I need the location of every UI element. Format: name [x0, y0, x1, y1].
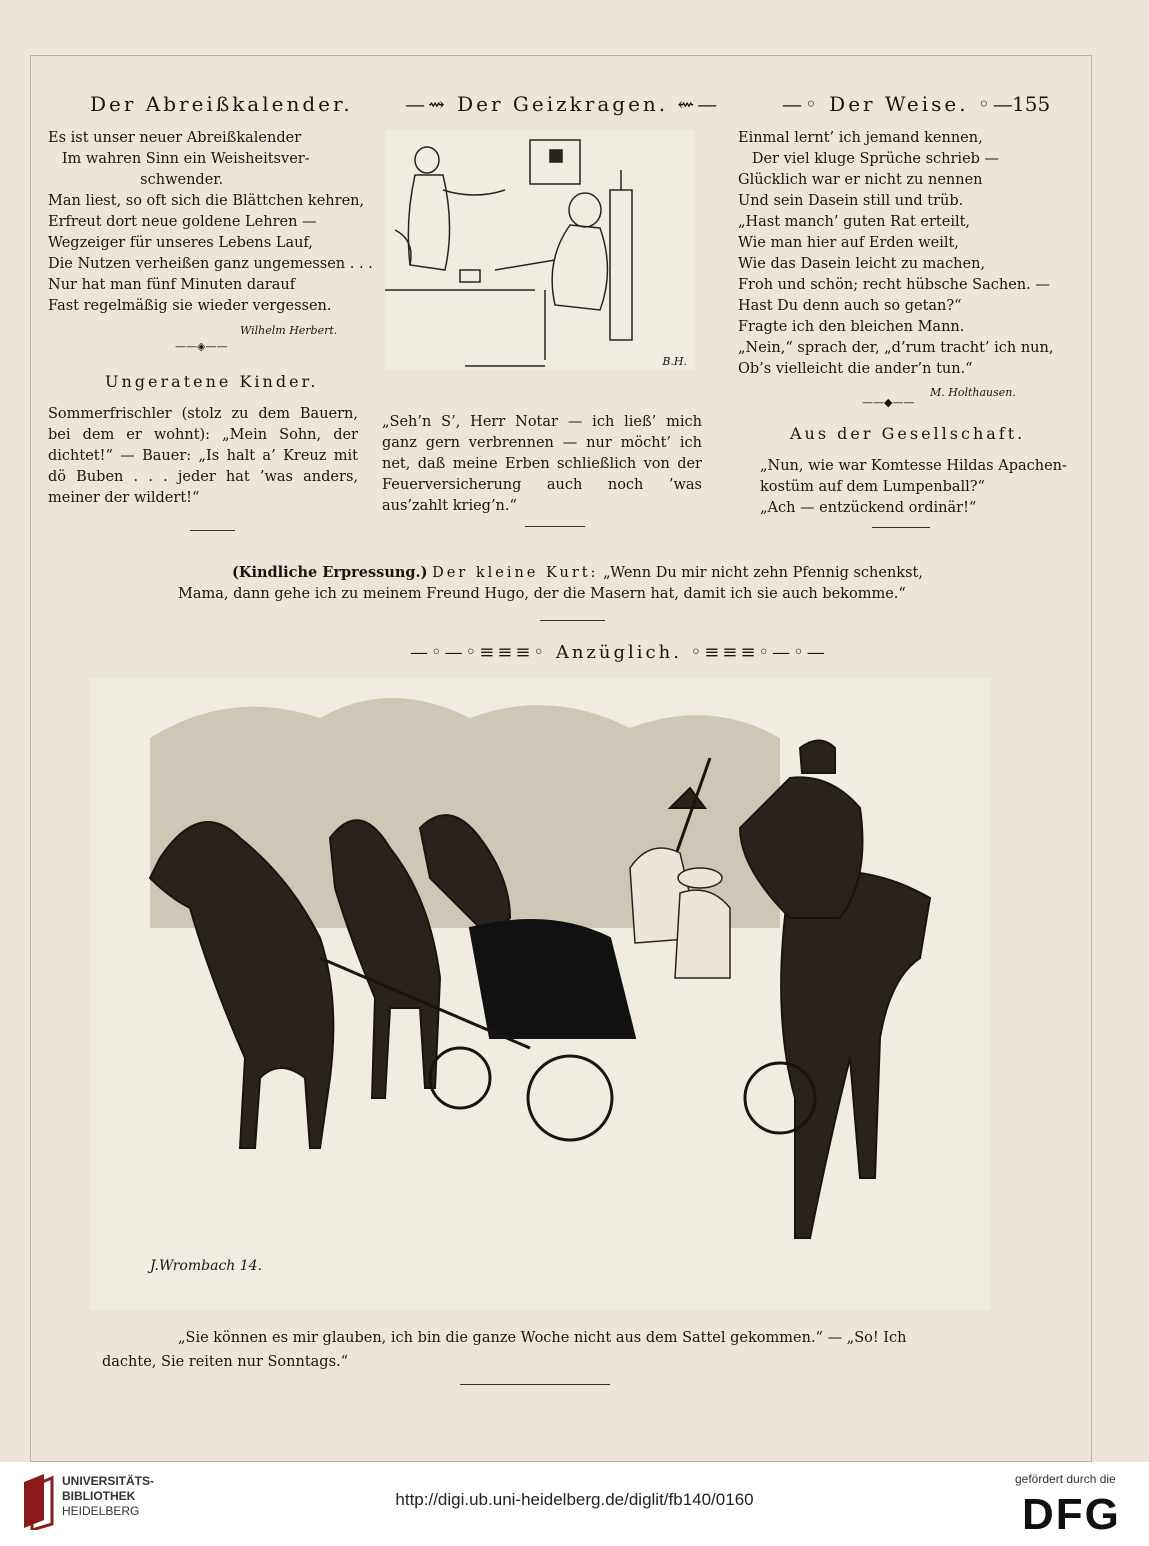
divider: [540, 620, 605, 621]
weise-title: Der Weise.: [829, 92, 969, 116]
poem-line: „Hast manch’ guten Rat erteilt,: [738, 214, 971, 230]
ornament-arrow-right: ⇜—: [668, 92, 721, 116]
library-line: BIBLIOTHEK: [62, 1489, 136, 1503]
anzueglich-caption-line2: dachte, Sie reiten nur Sonntags.“: [102, 1354, 349, 1370]
footer-bar: [0, 1462, 1149, 1546]
ornament-arrow-left: —⇝: [405, 92, 458, 116]
ornament-right: ◦—: [968, 92, 1016, 116]
poem-line: Ob’s vielleicht die ander’n tun.“: [738, 361, 973, 377]
dfg-logo: DFG: [1022, 1490, 1121, 1539]
anzueglich-caption-line1: „Sie können es mir glauben, ich bin die ganze Woche nicht aus dem Sattel gekommen.“ — „So! Ich: [178, 1330, 907, 1346]
poem-line: Die Nutzen verheißen ganz ungemessen . . .: [48, 256, 373, 272]
erpressung-quote-start: „Wenn Du mir nicht zehn Pfennig schenkst,: [603, 565, 923, 581]
ornament-right: ◦≡≡≡◦—◦—: [681, 642, 828, 663]
anzueglich-title-row: [410, 642, 828, 663]
divider-ornament: ——◈——: [175, 340, 228, 353]
funded-by-label: gefördert durch die: [1015, 1472, 1116, 1486]
weise-author: M. Holthausen.: [930, 386, 1016, 399]
poem-line: Einmal lernt’ ich jemand kennen,: [738, 130, 983, 146]
geizkragen-title-row: [405, 92, 720, 116]
divider: [872, 527, 930, 528]
poem-line: Im wahren Sinn ein Weisheitsver-: [48, 151, 310, 167]
anzueglich-title: Anzüglich.: [555, 642, 682, 663]
poem-line: Wie man hier auf Erden weilt,: [738, 235, 959, 251]
poem-line: Wegzeiger für unseres Lebens Lauf,: [48, 235, 313, 251]
carriage-signature: J.Wrombach 14.: [150, 1258, 263, 1274]
dialog-line: kostüm auf dem Lumpenball?“: [760, 479, 985, 495]
divider: [190, 530, 235, 531]
poem-line: Froh und schön; recht hübsche Sachen. —: [738, 277, 1050, 293]
dialog-line: „Ach — entzückend ordinär!“: [760, 500, 977, 516]
geizkragen-title: Der Geizkragen.: [457, 92, 669, 116]
ornament-left: —◦: [782, 92, 830, 116]
page-number: 155: [1012, 92, 1051, 116]
poem-line: „Nein,“ sprach der, „d’rum tracht’ ich nun,: [738, 340, 1054, 356]
horses-carriage-engraving: [90, 678, 990, 1310]
gesellschaft-text: [760, 456, 1067, 519]
weise-title-row: [782, 92, 1016, 116]
poem-line: Und sein Dasein still und trüb.: [738, 193, 964, 209]
carriage-illustration: [90, 678, 990, 1310]
geizkragen-illustration: [385, 130, 695, 370]
poem-line: Glücklich war er nicht zu nennen: [738, 172, 983, 188]
poem-line: schwender.: [48, 172, 224, 188]
erpressung-line1: [232, 562, 923, 584]
ungeratene-title: Ungeratene Kinder.: [105, 372, 319, 391]
ungeratene-text: Sommerfrischler (stolz zu dem Bauern, bei dem er wohnt): „Mein Sohn, der dichtet!“ — Bauer: „Is halt a’ Kreuz mit dö Buben . . . jeder hat ’was anders, meiner der wildert!“: [48, 406, 358, 506]
poem-line: Fast regelmäßig sie wieder vergessen.: [48, 298, 332, 314]
poem-line: Nur hat man fünf Minuten darauf: [48, 277, 296, 293]
erpressung-line2: Mama, dann gehe ich zu meinem Freund Hugo, der die Masern hat, damit ich sie auch bekomme.“: [178, 586, 906, 602]
erpressung-lead: (Kindliche Erpressung.): [232, 564, 428, 581]
dialog-line: „Nun, wie war Komtesse Hildas Apachen-: [760, 458, 1067, 474]
poem-line: Fragte ich den bleichen Mann.: [738, 319, 965, 335]
gesellschaft-title: Aus der Gesellschaft.: [790, 424, 1026, 443]
divider: [525, 526, 585, 527]
library-line: UNIVERSITÄTS-: [62, 1474, 155, 1488]
poem-line: Man liest, so oft sich die Blättchen kehren,: [48, 193, 365, 209]
poem-line: Hast Du denn auch so getan?“: [738, 298, 962, 314]
erpressung-speaker: Der kleine Kurt:: [432, 565, 599, 581]
geizkragen-signature: B.H.: [662, 355, 687, 368]
notary-sketch: [385, 130, 695, 370]
abreisskalender-poem: [48, 128, 373, 317]
ornament-left: —◦—◦≡≡≡◦: [410, 642, 556, 663]
poem-line: Es ist unser neuer Abreißkalender: [48, 130, 302, 146]
divider-ornament: ——◆——: [862, 396, 915, 409]
geizkragen-text: „Seh’n S’, Herr Notar — ich ließ’ mich ganz gern verbrennen — nur möcht’ ich net, daß meine Erben schließlich von der Feuerversicherung auch noch ’was aus’zahlt krieg’n.“: [382, 414, 702, 514]
weise-poem: [738, 128, 1058, 380]
poem-line: Wie das Dasein leicht zu machen,: [738, 256, 986, 272]
abreisskalender-title: Der Abreißkalender.: [90, 92, 353, 116]
library-line: HEIDELBERG: [62, 1504, 140, 1518]
divider: [460, 1384, 610, 1385]
poem-line: Der viel kluge Sprüche schrieb —: [738, 151, 1000, 167]
abreisskalender-author: Wilhelm Herbert.: [240, 324, 338, 337]
poem-line: Erfreut dort neue goldene Lehren —: [48, 214, 317, 230]
permalink[interactable]: http://digi.ub.uni-heidelberg.de/diglit/fb140/0160: [395, 1490, 754, 1509]
